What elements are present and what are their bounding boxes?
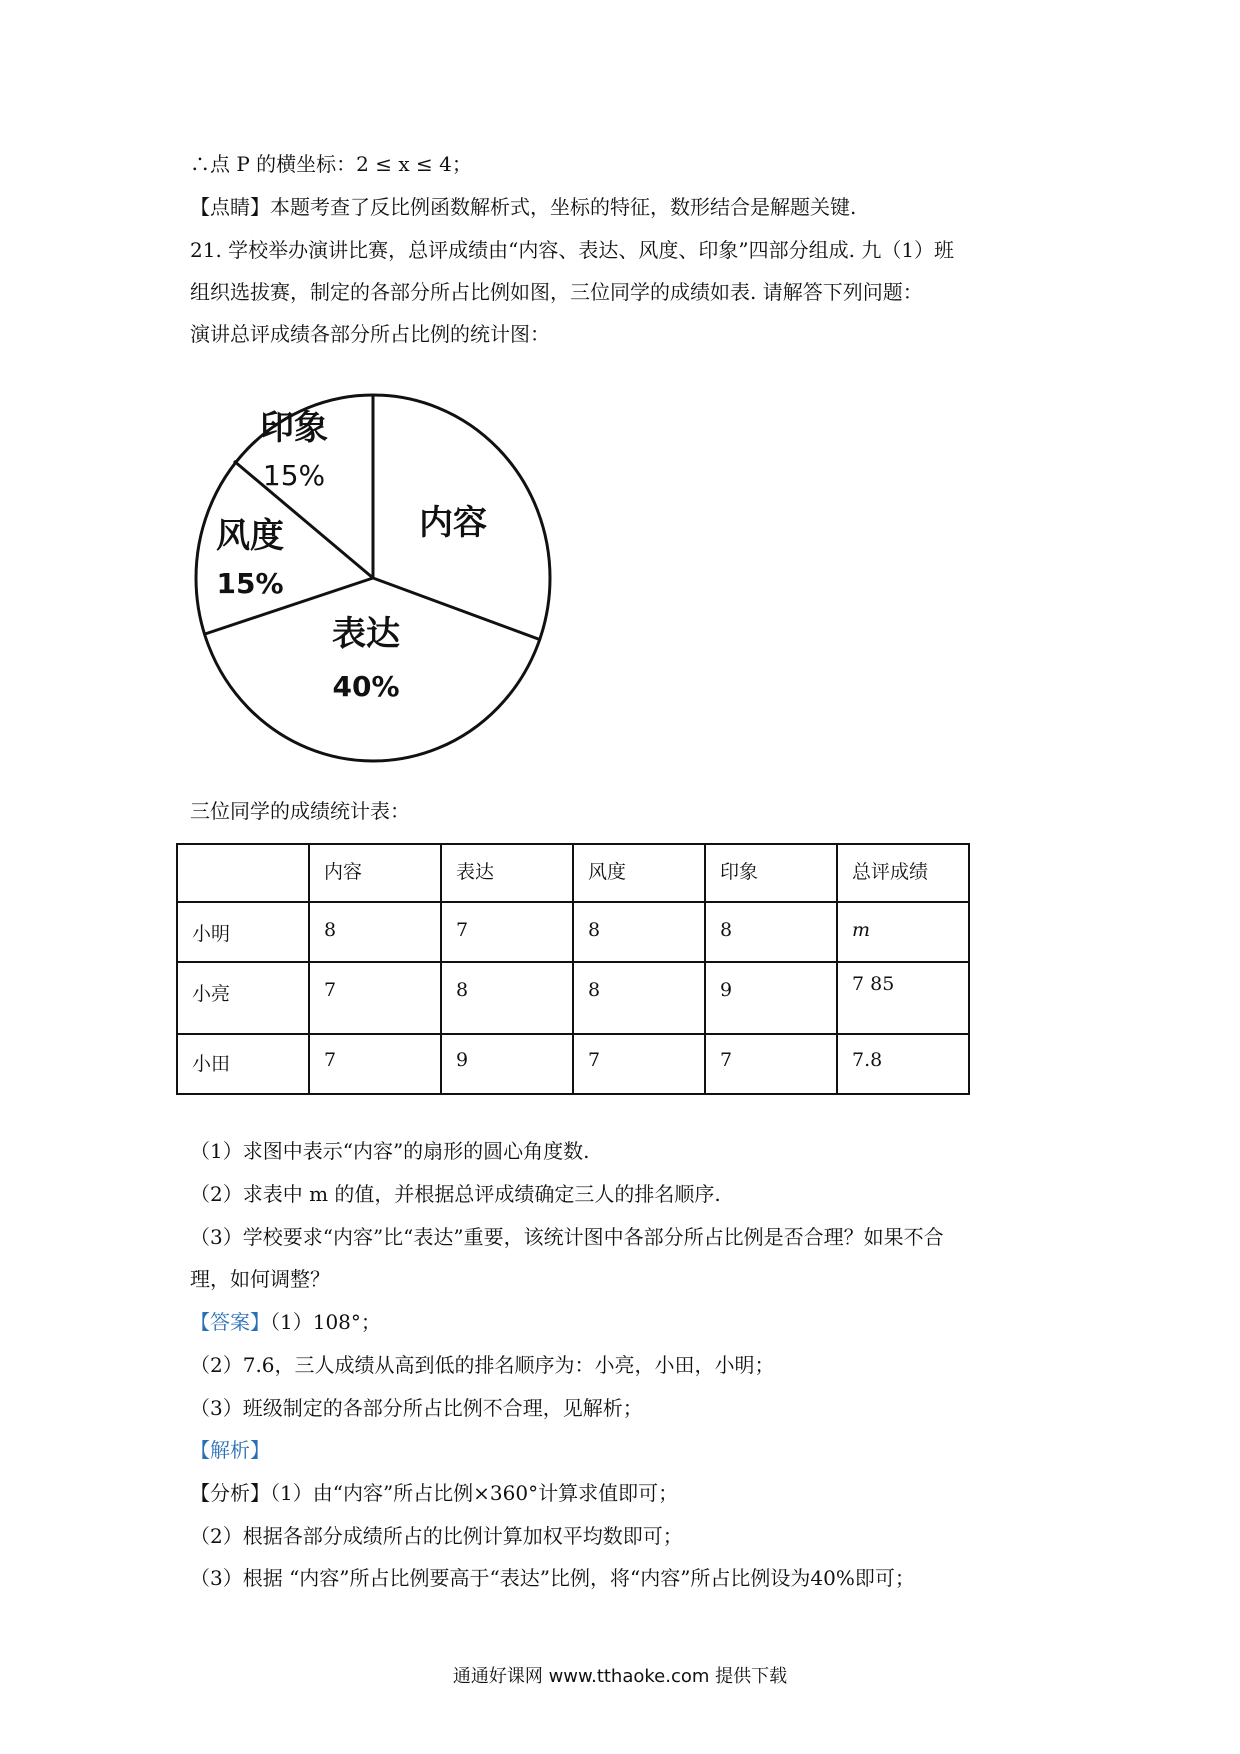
answer-1: （1）108°； — [270, 1310, 381, 1334]
sub-question-3-line-2: 理，如何调整？ — [190, 1267, 330, 1291]
table-cell: 小明 — [177, 902, 309, 962]
table-cell: 7 — [309, 962, 441, 1034]
table-caption: 三位同学的成绩统计表： — [190, 799, 410, 823]
pie-label-impression: 印象 — [260, 408, 328, 448]
answer-line-1 — [190, 1308, 381, 1336]
analysis-line-3: （3）根据 “内容”所占比例要高于“表达”比例，将“内容”所占比例设为40%即可； — [190, 1566, 915, 1590]
question-line-2: 组织选拔赛，制定的各部分所占比例如图，三位同学的成绩如表. 请解答下列问题： — [190, 280, 923, 304]
table-cell: 8 — [705, 902, 837, 962]
pie-label-manner: 风度 — [216, 516, 284, 556]
answer-2: （2）7.6，三人成绩从高到低的排名顺序为：小亮，小田，小明； — [190, 1353, 775, 1377]
table-cell: 9 — [441, 1034, 573, 1094]
table-cell: 8 — [441, 962, 573, 1034]
table-cell: 8 — [309, 902, 441, 962]
table-cell: 7 — [705, 1034, 837, 1094]
header-cell: 内容 — [309, 844, 441, 902]
chart-caption: 演讲总评成绩各部分所占比例的统计图： — [190, 322, 550, 346]
key-point-line: 【点睛】本题考查了反比例函数解析式，坐标的特征，数形结合是解题关键. — [190, 195, 857, 219]
answer-3: （3）班级制定的各部分所占比例不合理，见解析； — [190, 1396, 643, 1420]
table-row — [177, 1034, 969, 1094]
table-row — [177, 962, 969, 1034]
pie-value-manner: 15% — [216, 567, 284, 600]
header-cell: 印象 — [705, 844, 837, 902]
pie-value-impression: 15% — [262, 459, 326, 492]
sub-question-2: （2）求表中 m 的值，并根据总评成绩确定三人的排名顺序. — [190, 1182, 721, 1206]
pie-value-expression: 40% — [332, 670, 400, 703]
answer-tag: 【答案】 — [190, 1310, 270, 1334]
table-cell: 7 85 — [837, 962, 969, 1034]
table-cell: 小田 — [177, 1034, 309, 1094]
analysis-line-1: 【分析】（1）由“内容”所占比例×360°计算求值即可； — [190, 1481, 679, 1505]
score-table — [176, 843, 970, 1095]
table-cell: 8 — [573, 902, 705, 962]
analysis-tag: 【解析】 — [190, 1438, 270, 1462]
pie-label-expression: 表达 — [332, 614, 400, 654]
question-line-1: 21. 学校举办演讲比赛，总评成绩由“内容、表达、风度、印象”四部分组成. 九（1）班 — [190, 238, 955, 262]
table-cell: 7 — [309, 1034, 441, 1094]
table-cell: 7.8 — [837, 1034, 969, 1094]
header-cell — [177, 844, 309, 902]
table-row — [177, 902, 969, 962]
pie-label-content: 内容 — [419, 503, 487, 543]
footer-text: 通通好课网 www.tthaoke.com 提供下载 — [452, 1666, 788, 1687]
table-cell: m — [837, 902, 969, 962]
header-cell: 风度 — [573, 844, 705, 902]
conclusion-line: ∴点 P 的横坐标：2 ≤ x ≤ 4； — [190, 152, 472, 176]
table-cell: 小亮 — [177, 962, 309, 1034]
table-cell: 7 — [441, 902, 573, 962]
table-cell: 7 — [573, 1034, 705, 1094]
table-header-row — [177, 844, 969, 902]
sub-question-3-line-1: （3）学校要求“内容”比“表达”重要，该统计图中各部分所占比例是否合理？如果不合 — [190, 1225, 944, 1249]
header-cell: 总评成绩 — [837, 844, 969, 902]
pie-chart — [190, 372, 560, 782]
table-cell: 9 — [705, 962, 837, 1034]
sub-question-1: （1）求图中表示“内容”的扇形的圆心角度数. — [190, 1139, 590, 1163]
table-cell: 8 — [573, 962, 705, 1034]
analysis-line-2: （2）根据各部分成绩所占的比例计算加权平均数即可； — [190, 1524, 683, 1548]
header-cell: 表达 — [441, 844, 573, 902]
